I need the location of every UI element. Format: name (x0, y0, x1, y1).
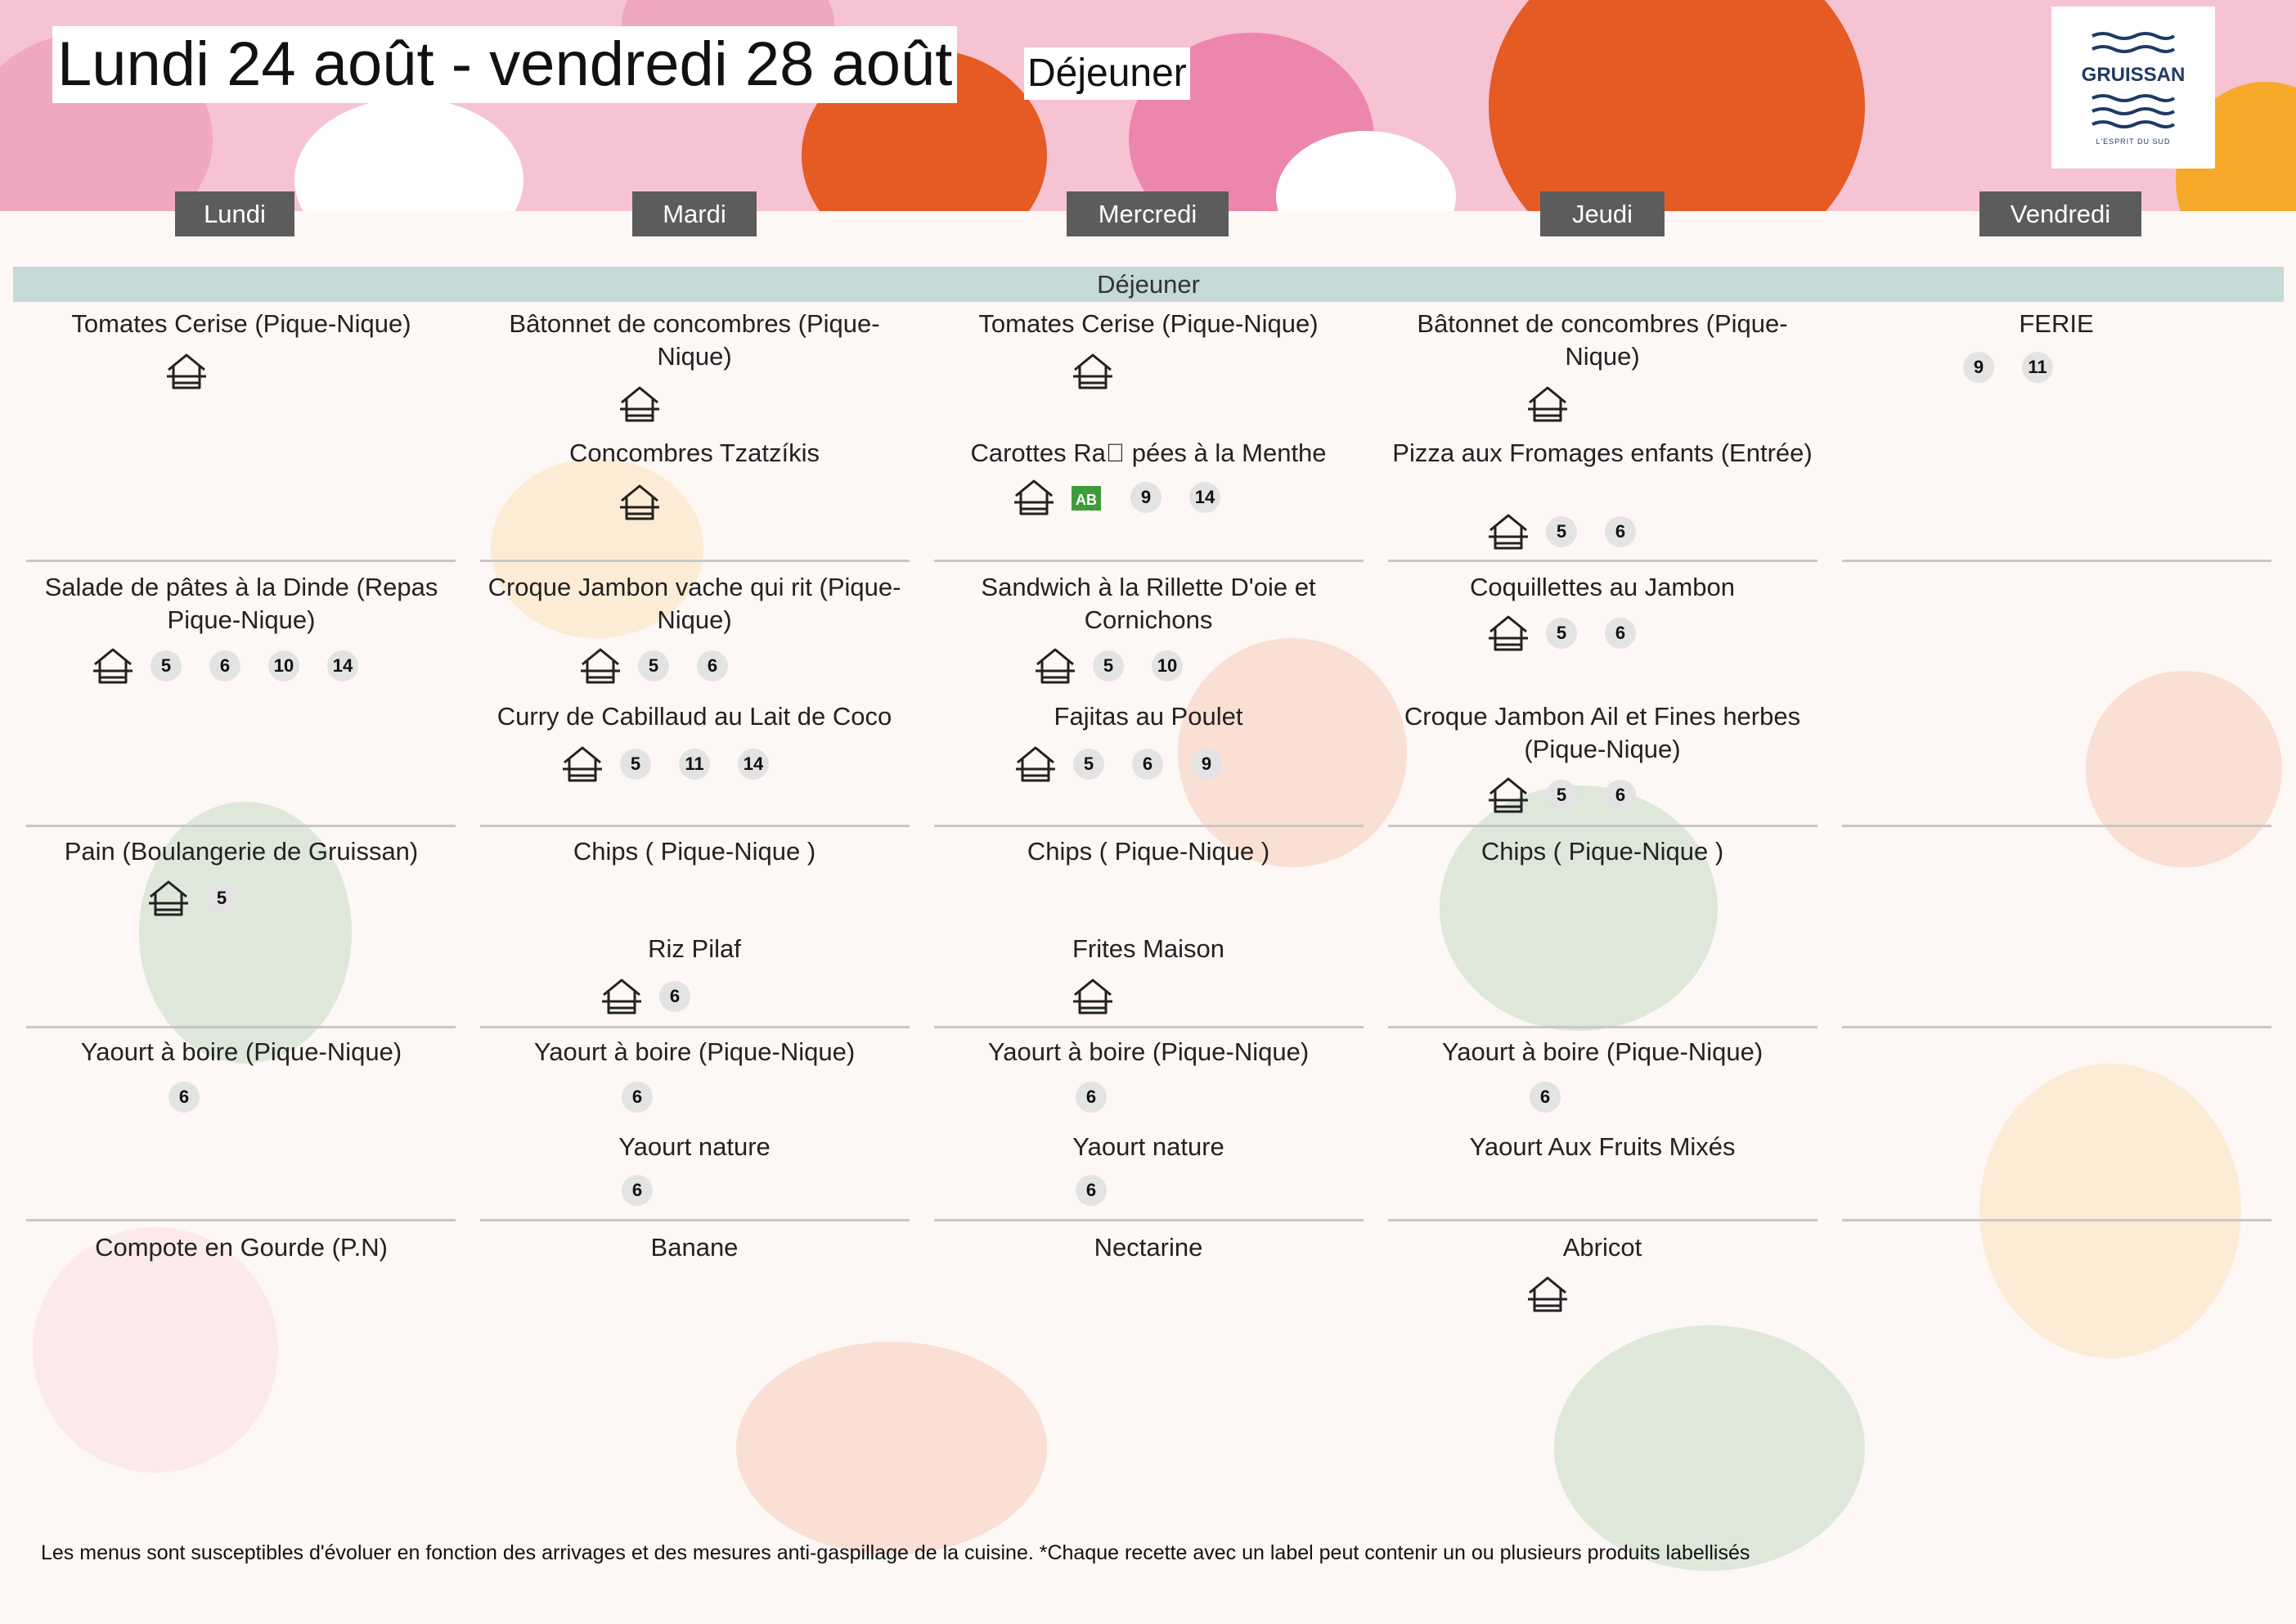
dish-marks (1076, 1082, 1107, 1113)
footer-note: Les menus sont susceptibles d'évoluer en fonction des arrivages et des mesures anti-gaspillage de la cuisine. *Chaque recette avec un label peut contenir un ou plusieurs produits labellisés (41, 1541, 1750, 1564)
dish-name: FERIE (2019, 309, 2094, 338)
dish-name: Yaourt à boire (Pique-Nique) (987, 1037, 1310, 1066)
homemade-house-icon (1013, 745, 1058, 784)
banner-shape (294, 98, 523, 211)
separator (1388, 825, 1817, 827)
separator (480, 825, 910, 827)
dish-marks (90, 646, 358, 686)
dish-marks (1032, 646, 1183, 686)
allergen-badge: 9 (1963, 352, 1994, 383)
dish-name: Bâtonnet de concombres (Pique-Nique) (509, 309, 880, 371)
allergen-badge: 6 (1076, 1175, 1107, 1206)
allergen-badge: 6 (1605, 516, 1636, 547)
dish-marks (1530, 1082, 1561, 1113)
separator (934, 1219, 1364, 1221)
dish-marks (617, 483, 663, 522)
dish-name: Tomates Cerise (Pique-Nique) (71, 309, 411, 338)
dish-name: Concombres Tzatzíkis (568, 439, 820, 467)
dish-marks (1485, 512, 1636, 551)
allergen-badge: 6 (209, 650, 240, 682)
dish-marks (1485, 776, 1636, 815)
dish-name: Yaourt nature (1072, 1132, 1224, 1161)
background-shape (1440, 785, 1718, 1031)
dish-name: Pain (Boulangerie de Gruissan) (64, 837, 419, 866)
allergen-badge: 6 (622, 1175, 653, 1206)
dish-name: Croque Jambon vache qui rit (Pique-Nique) (488, 573, 901, 634)
homemade-house-icon (617, 385, 663, 424)
dish-name: Abricot (1562, 1233, 1642, 1262)
dish-name: Salade de pâtes à la Dinde (Repas Pique-Nique) (44, 573, 438, 634)
allergen-badge: 5 (1093, 650, 1124, 682)
separator (1842, 560, 2271, 562)
dish-marks (1011, 478, 1220, 517)
background-shape (736, 1342, 1047, 1554)
page-title: Lundi 24 août - vendredi 28 août (52, 26, 957, 103)
homemade-house-icon (1525, 1275, 1570, 1314)
dish-marks (617, 385, 663, 424)
dish-marks (1525, 1275, 1570, 1314)
dish-marks (168, 1082, 200, 1113)
background-shape (2086, 671, 2282, 867)
allergen-badge: 5 (1546, 618, 1577, 649)
dish-marks (622, 1175, 653, 1206)
dish-name: Yaourt Aux Fruits Mixés (1469, 1132, 1736, 1161)
allergen-badge: 5 (206, 883, 237, 914)
gruissan-logo (2051, 7, 2215, 169)
dish-name: Bâtonnet de concombres (Pique-Nique) (1417, 309, 1788, 371)
allergen-badge: 6 (622, 1082, 653, 1113)
separator (934, 560, 1364, 562)
allergen-badge: 5 (620, 749, 651, 780)
dish-name: Chips ( Pique-Nique ) (1480, 837, 1724, 866)
separator (1842, 825, 2271, 827)
dish-name: Yaourt à boire (Pique-Nique) (533, 1037, 856, 1066)
logo-name: GRUISSAN (2081, 64, 2186, 86)
homemade-house-icon (90, 646, 136, 686)
separator (480, 1219, 910, 1221)
allergen-badge: 5 (151, 650, 182, 682)
dish-marks (577, 646, 728, 686)
allergen-badge: 10 (1152, 650, 1183, 682)
homemade-house-icon (1525, 385, 1570, 424)
dish-name: Sandwich à la Rillette D'oie et Cornichons (981, 573, 1316, 634)
dish-marks (1525, 385, 1570, 424)
homemade-house-icon (1011, 478, 1057, 517)
allergen-badge: 9 (1191, 749, 1222, 780)
allergen-badge: 6 (1530, 1082, 1561, 1113)
allergen-badge: 9 (1130, 482, 1161, 513)
banner-shape (1489, 0, 1865, 211)
day-header-wednesday: Mercredi (1067, 191, 1229, 236)
homemade-house-icon (559, 745, 605, 784)
separator (1388, 1026, 1817, 1028)
allergen-badge: 6 (659, 981, 690, 1012)
logo-tagline: L'ESPRIT DU SUD (2096, 137, 2171, 146)
dish-name: Banane (650, 1233, 739, 1262)
dish-name: Frites Maison (1072, 934, 1225, 963)
allergen-badge: 14 (327, 650, 358, 682)
waves-icon (2091, 92, 2176, 133)
dish-marks (164, 352, 209, 391)
allergen-badge: 5 (1546, 780, 1577, 811)
dish-name: Coquillettes au Jambon (1470, 573, 1735, 601)
allergen-badge: 6 (697, 650, 728, 682)
dish-name: Yaourt à boire (Pique-Nique) (1441, 1037, 1764, 1066)
background-shape (33, 1227, 278, 1473)
separator (1842, 1026, 2271, 1028)
dish-marks (1485, 614, 1636, 653)
allergen-badge: 14 (738, 749, 769, 780)
separator (1388, 560, 1817, 562)
homemade-house-icon (577, 646, 623, 686)
dish-marks (1076, 1175, 1107, 1206)
dish-name: Chips ( Pique-Nique ) (573, 837, 816, 866)
dish-name: Chips ( Pique-Nique ) (1027, 837, 1270, 866)
homemade-house-icon (1485, 614, 1531, 653)
separator (26, 560, 456, 562)
dish-marks (559, 745, 769, 784)
homemade-house-icon (599, 977, 645, 1016)
dish-marks (1070, 352, 1116, 391)
dish-name: Yaourt à boire (Pique-Nique) (80, 1037, 402, 1066)
allergen-badge: 5 (638, 650, 669, 682)
homemade-house-icon (1485, 776, 1531, 815)
allergen-badge: 6 (1605, 780, 1636, 811)
allergen-badge: 6 (1132, 749, 1163, 780)
separator (26, 1026, 456, 1028)
allergen-badge: 6 (1605, 618, 1636, 649)
dish-marks (1070, 977, 1116, 1016)
allergen-badge: 11 (2022, 352, 2053, 383)
background-shape (1979, 1064, 2241, 1358)
allergen-badge: 14 (1189, 482, 1220, 513)
organic-ab-label-icon (1070, 478, 1103, 517)
homemade-house-icon (1070, 352, 1116, 391)
waves-icon (2091, 29, 2176, 57)
dish-marks (146, 879, 237, 918)
section-header: Déjeuner (13, 267, 2284, 302)
day-header-thursday: Jeudi (1540, 191, 1665, 236)
separator (934, 1026, 1364, 1028)
allergen-badge: 6 (1076, 1082, 1107, 1113)
homemade-house-icon (164, 352, 209, 391)
separator (1842, 1219, 2271, 1221)
separator (26, 825, 456, 827)
dish-name: Compote en Gourde (P.N) (95, 1233, 388, 1262)
dish-marks (1963, 352, 2053, 383)
dish-name: Croque Jambon Ail et Fines herbes (Pique-Nique) (1404, 702, 1801, 763)
svg-text:AB: AB (1076, 492, 1097, 508)
homemade-house-icon (1070, 977, 1116, 1016)
dish-name: Riz Pilaf (648, 934, 741, 963)
dish-marks (622, 1082, 653, 1113)
day-header-friday: Vendredi (1979, 191, 2141, 236)
day-header-monday: Lundi (175, 191, 294, 236)
separator (1388, 1219, 1817, 1221)
homemade-house-icon (146, 879, 191, 918)
allergen-badge: 5 (1073, 749, 1104, 780)
day-header-tuesday: Mardi (632, 191, 757, 236)
dish-name: Pizza aux Fromages enfants (Entrée) (1392, 439, 1813, 467)
allergen-badge: 11 (679, 749, 710, 780)
dish-name: Yaourt nature (618, 1132, 771, 1161)
homemade-house-icon (1485, 512, 1531, 551)
dish-name: Curry de Cabillaud au Lait de Coco (496, 702, 892, 731)
dish-marks (599, 977, 690, 1016)
dish-name: Tomates Cerise (Pique-Nique) (978, 309, 1319, 338)
allergen-badge: 6 (168, 1082, 200, 1113)
homemade-house-icon (1032, 646, 1078, 686)
dish-name: Fajitas au Poulet (1054, 702, 1243, 731)
allergen-badge: 5 (1546, 516, 1577, 547)
separator (480, 1026, 910, 1028)
background-shape (1554, 1325, 1865, 1571)
dish-marks (1013, 745, 1222, 784)
separator (26, 1219, 456, 1221)
separator (934, 825, 1364, 827)
allergen-badge: 10 (268, 650, 299, 682)
separator (480, 560, 910, 562)
dish-name: Nectarine (1094, 1233, 1203, 1262)
meal-label: Déjeuner (1024, 47, 1190, 100)
dish-name: Carottes Ra  pées à la Menthe (970, 439, 1327, 467)
homemade-house-icon (617, 483, 663, 522)
